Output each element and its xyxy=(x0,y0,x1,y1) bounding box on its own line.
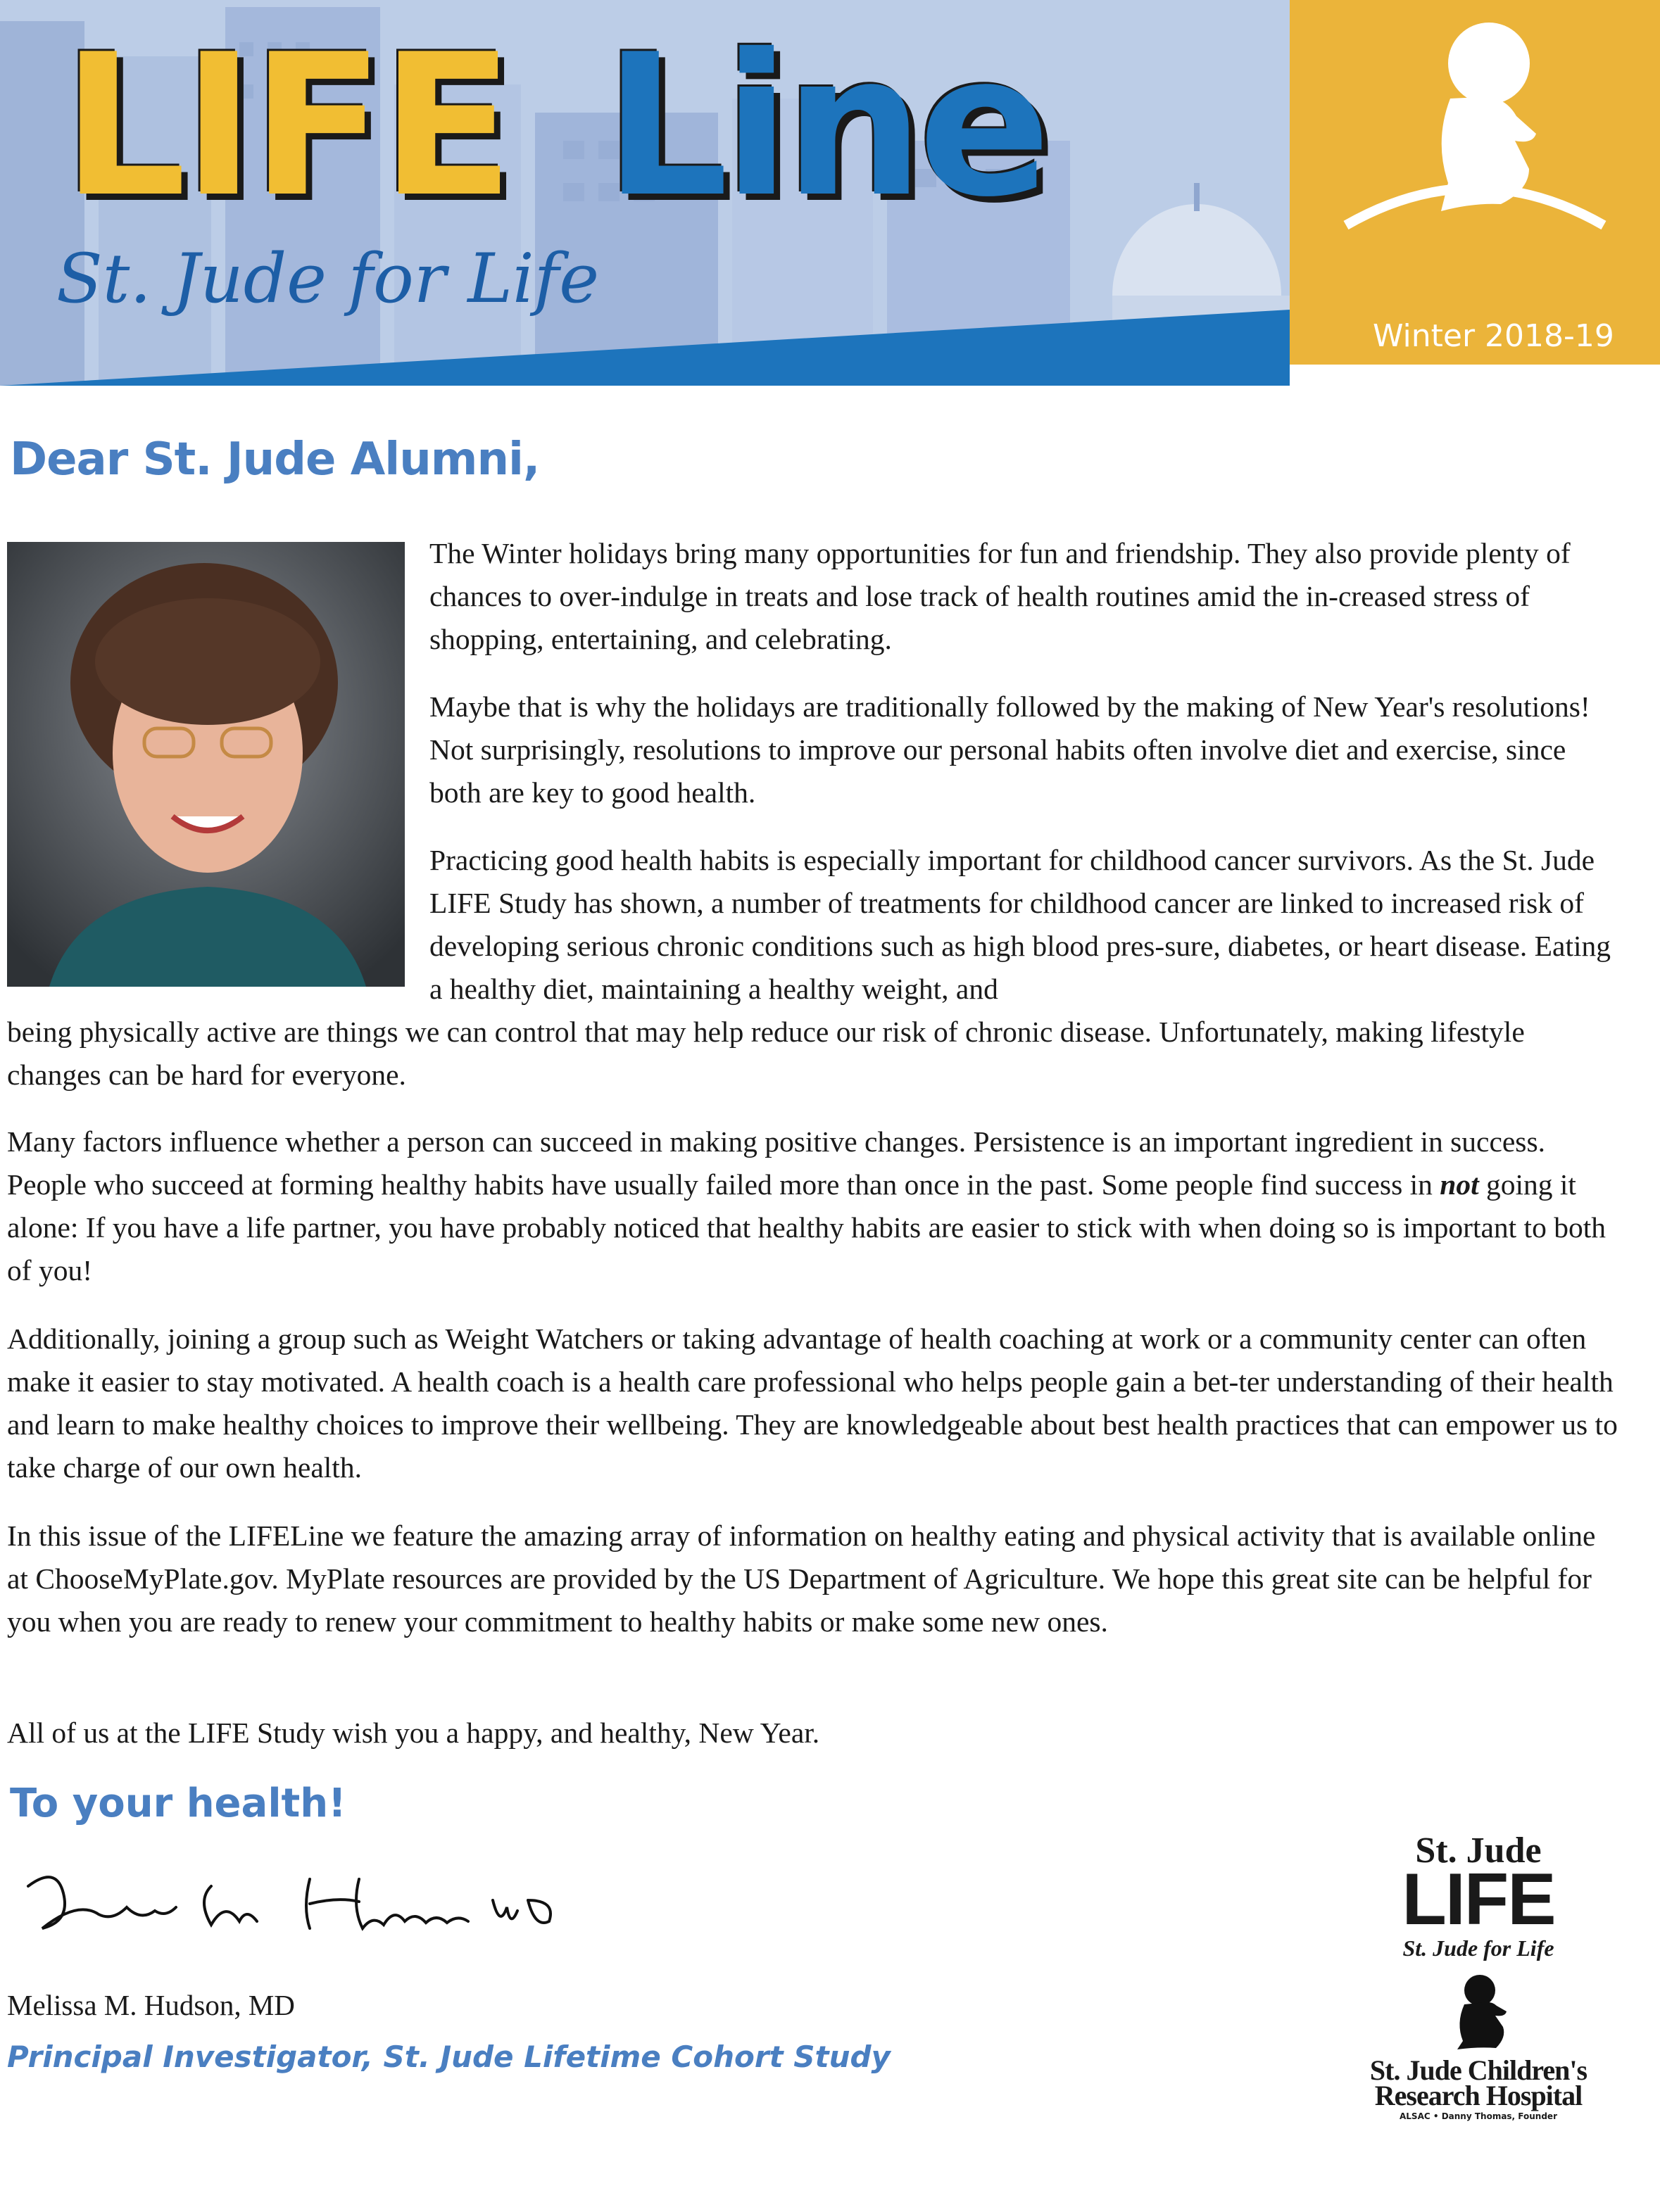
logo-hospital-line1: St. Jude Children's xyxy=(1369,2054,1587,2086)
logo-life-text: LIFE xyxy=(1402,1859,1555,1940)
signer-title: Principal Investigator, St. Jude Lifetime Cohort Study xyxy=(7,2040,891,2074)
paragraph-1: The Winter holidays bring many opportunities for fun and friendship. They also provide plenty of chances to over-indulge in treats and lose track of health routines amid the in-creased stress of shopping, entertaining, and celebrating. xyxy=(429,537,1571,655)
paragraph-3-continued: being physically active are things we can control that may help reduce our risk of chronic disease. Unfortunately, making lifestyle changes can be hard for everyone. xyxy=(7,1016,1525,1091)
edition-label: Winter 2018-19 xyxy=(1373,318,1614,354)
logo-tagline: St. Jude for Life xyxy=(1402,1935,1554,1961)
author-portrait xyxy=(7,542,405,987)
logo-st-jude-text: St. Jude xyxy=(1415,1831,1542,1871)
paragraph-4-before: Many factors influence whether a person can succeed in making positive changes. Persistence is an important ingredient in success. People who succeed at forming healthy habits have usually failed more than once in the past. Some people find success in xyxy=(7,1125,1545,1201)
letter-greeting: Dear St. Jude Alumni, xyxy=(10,434,540,486)
newsletter-header xyxy=(0,0,1660,387)
logo-hospital-line2: Research Hospital xyxy=(1374,2080,1583,2111)
paragraph-5: Additionally, joining a group such as Weight Watchers or taking advantage of health coaching at work or a community center can often make it easier to stay motivated. A health coach is a health care professional who helps people gain a bet-ter understanding of their health and learn to make healthy choices to improve their wellbeing. They are knowledgeable about best health practices that can empower us to take charge of our own health. xyxy=(7,1322,1618,1484)
paragraph-4-emphasis: not xyxy=(1440,1168,1479,1201)
logo-alsac-line: ALSAC • Danny Thomas, Founder xyxy=(1400,2111,1557,2121)
paragraph-6: In this issue of the LIFELine we feature the amazing array of information on healthy eating and physical activity that is available online at ChooseMyPlate.gov. MyPlate resources are provided by the US Department of Agriculture. We hope this great site can be helpful for you when you are ready to renew your commitment to healthy habits or make some new ones. xyxy=(7,1519,1596,1638)
title-life: LIFE xyxy=(62,12,510,240)
title-line: Line xyxy=(604,12,1045,240)
paragraph-7: All of us at the LIFE Study wish you a happy, and healthy, New Year. xyxy=(7,1717,820,1749)
paragraph-4-after: going it alone: If you have a life partner, you have probably noticed that healthy habits are easier to stick with when doing so is important to both of you! xyxy=(7,1168,1606,1287)
paragraph-4 xyxy=(7,1120,1619,1292)
signer-name: Melissa M. Hudson, MD xyxy=(7,1989,295,2021)
paragraph-2: Maybe that is why the holidays are traditionally followed by the making of New Year's resolutions! Not surprisingly, resolutions to improve our personal habits often involve diet and exercise, since both are key to good health. xyxy=(429,690,1590,809)
st-jude-life-logo xyxy=(1338,1830,1619,2125)
closing-line: To your health! xyxy=(10,1781,346,1826)
handwritten-signature xyxy=(14,1858,570,1949)
child-praying-icon xyxy=(1436,1971,1521,2052)
st-jude-badge xyxy=(1290,0,1660,365)
child-silhouette-icon xyxy=(1290,0,1660,296)
paragraph-3: Practicing good health habits is especially important for childhood cancer survivors. As the St. Jude LIFE Study has shown, a number of treatments for childhood cancer are linked to increased risk of developing serious chronic conditions such as high blood pres-sure, diabetes, or heart disease. Eating a healthy diet, maintaining a healthy weight, and xyxy=(429,844,1611,1005)
newsletter-subtitle: St. Jude for Life xyxy=(56,239,599,318)
